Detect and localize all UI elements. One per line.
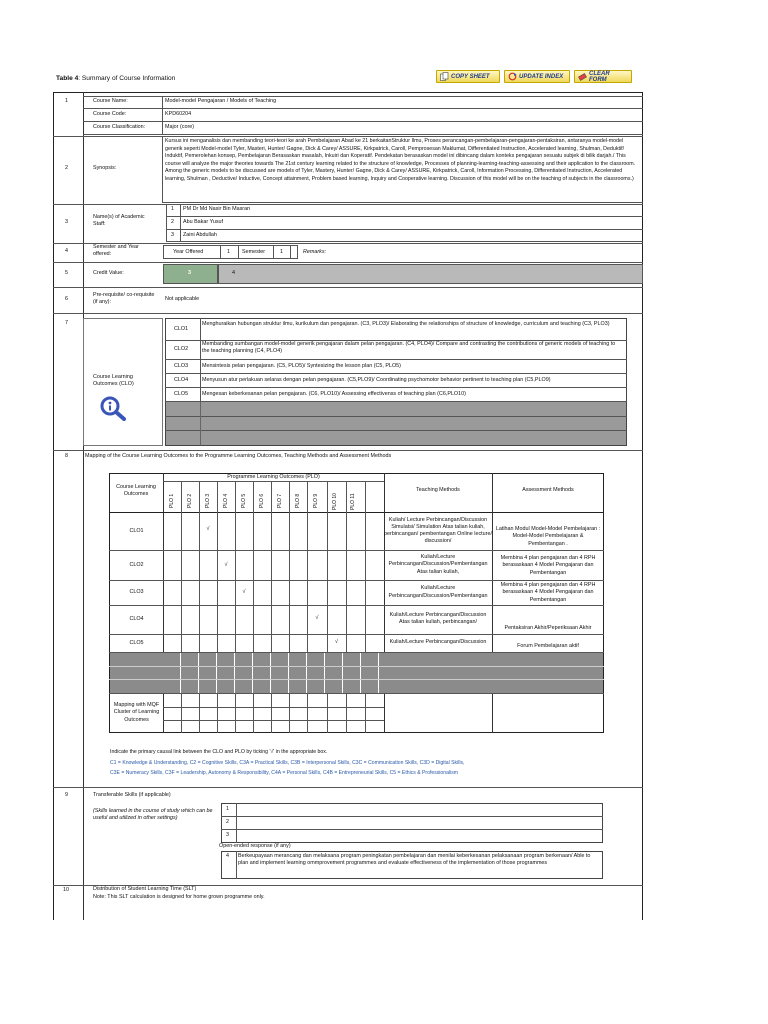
plo-col-label: PLO 2: [187, 493, 193, 508]
eraser-icon: [578, 72, 587, 81]
teaching-method[interactable]: Kuliah/Lecture Perbincangan/Discussion/Pembentangan Atas talian kuliah,: [388, 554, 488, 575]
mapping-note: Indicate the primary causal link between the CLO and PLO by ticking '√' in the appropriate box.: [110, 749, 328, 755]
course-name-label: Course Name:: [93, 98, 128, 104]
plo-col-label: PLO 10: [332, 493, 338, 510]
course-classification-label: Course Classification:: [93, 124, 146, 130]
course-code-label: Course Code:: [93, 111, 127, 117]
slt-title: Distribution of Student Learning Time (SLT): [93, 886, 197, 892]
clo-text[interactable]: Mensintesis pelan pengajaran. (C5, PLO5)/ Syntesizing the lesson plan (C5, PLO5): [202, 363, 401, 369]
row-number: 10: [63, 887, 69, 893]
synopsis-label: Synopsis:: [93, 165, 117, 171]
transferable-skill-input[interactable]: [238, 804, 602, 816]
plo-header: Programme Learning Outcomes (PLO): [227, 474, 320, 480]
course-classification-value[interactable]: Major (core): [165, 124, 195, 130]
update-index-button[interactable]: UPDATE INDEX: [504, 70, 570, 83]
year-offered-label: Year Offered: [173, 249, 204, 255]
row-number: 7: [65, 320, 68, 326]
clo-code: CLO2: [174, 346, 189, 352]
mapping-clo-label: CLO2: [129, 561, 144, 568]
plo-col-label: PLO 9: [313, 493, 319, 508]
staff-name[interactable]: Abu Bakar Yusuf: [183, 219, 224, 225]
teaching-methods-header: Teaching Methods: [416, 487, 460, 494]
plo-checkmark[interactable]: √: [206, 526, 210, 533]
staff-name[interactable]: Zaini Abdullah: [183, 232, 217, 238]
plo-col-label: PLO 8: [295, 493, 301, 508]
assessment-method[interactable]: Membina 4 plan pengajaran dan 4 RPH berasaskaan 4 Model Pengajaran dan Pembentangan: [500, 555, 596, 576]
mqf-legend-line2: C3E = Numeracy Skills, C3F = Leadership, Autonomy & Responsibility, C4A = Personal Skills, C4B = Entrepreneurial Skills, C5 = Ethics & Professionalism: [110, 770, 458, 776]
plo-checkmark[interactable]: √: [315, 615, 319, 622]
remarks-label: Remarks:: [303, 249, 327, 255]
magnifier-icon: [99, 395, 129, 421]
plo-col-label: PLO 7: [277, 493, 283, 508]
plo-col-label: PLO 4: [223, 493, 229, 508]
mapping-clo-label: CLO1: [129, 527, 144, 534]
slt-note: Note: This SLT calculation is designed for home grown programme only.: [93, 894, 265, 900]
copy-icon: [440, 72, 449, 81]
prerequisite-value[interactable]: Not applicable: [165, 296, 200, 302]
row-number: 2: [65, 165, 68, 171]
assessment-methods-header: Assessment Methods: [522, 487, 574, 494]
teaching-method[interactable]: Kuliah/Lecture Perbincangan/Discussion/Pembentangan: [388, 585, 488, 599]
assessment-method[interactable]: Latihan Modul Model-Model Pembelajaran : Model-Model Pembelajaran & Pembentangan .: [495, 526, 601, 547]
plo-col-label: PLO 3: [205, 493, 211, 508]
clo-label: Course Learning Outcomes (CLO): [93, 374, 134, 388]
plo-col-label: PLO 1: [169, 493, 175, 508]
credit-value-label: Credit Value:: [93, 270, 124, 276]
row-number: 3: [65, 219, 68, 225]
mqf-mapping-label: Mapping with MQF Cluster of Learning Outcomes: [113, 702, 160, 723]
course-code-value[interactable]: KPD60204: [165, 111, 192, 117]
plo-col-label: PLO 11: [350, 493, 356, 510]
clo-header: Course Learning Outcomes: [116, 483, 156, 497]
semester-value[interactable]: 1: [280, 249, 283, 255]
mqf-legend-line1: C1 = Knowledge & Understanding, C2 = Cognitive Skills, C3A = Practical Skills, C3B = Interpersonal Skills, C3C = Communication Skills, C3D = Digital Skills,: [110, 760, 465, 766]
row-number: 6: [65, 296, 68, 302]
academic-staff-label: Name(s) of Academic Staff:: [93, 214, 145, 228]
clear-form-button[interactable]: CLEAR FORM: [574, 70, 632, 83]
open-ended-response[interactable]: Berkeupayaan merancang dan melaksana program peningkatan pembelajaran dan menilai keberkesanan pelaksanaan program berkenaan/ Able to plan and implement learning ommprovement programmes and evaluate effectiveness of the implementation of those programmes: [238, 853, 591, 867]
clo-code: CLO1: [174, 326, 189, 332]
clo-text[interactable]: Membanding sumbangan model-model generik pengajaran dalam pelan pengajaran. (C4, PLO4)/ Compare and contrasting the contributions of generic models of teaching to the teaching planning (C4, PLO4): [202, 341, 616, 355]
open-ended-label: Open-ended response (if any): [219, 843, 291, 849]
row-number: 1: [65, 98, 68, 104]
table-title: Table 4: Summary of Course Information: [56, 75, 176, 82]
staff-name[interactable]: PM Dr Md Nasir Bin Masran: [183, 206, 251, 212]
transferable-skills-label: Transferable Skills (if applicable): [93, 792, 171, 798]
teaching-method[interactable]: Kuliah/ Lecture Perbincangan/Discussion Simulatsi/ Simulation Atas talian kuliah, perbincangan/ pembentangan Online lecture/ discussion/: [384, 516, 492, 545]
clo-text[interactable]: Mengesan keberkesanan pelan pengajaran. (C6, PLO10)/ Assessing effectivenss of teaching plan (C6,PLO10): [202, 391, 466, 397]
row-number: 5: [65, 270, 68, 276]
plo-checkmark[interactable]: √: [224, 562, 228, 569]
credit-value-2[interactable]: 4: [232, 270, 235, 276]
teaching-method[interactable]: Kuliah/Lecture Perbincangan/Discussion Atas talian kuliah, perbincangan/: [389, 611, 487, 625]
mapping-clo-label: CLO3: [129, 589, 144, 596]
course-info-sheet: Table 4: Summary of Course Information COPY SHEET UPDATE INDEX CLEAR FORM 1 2 3 4 5 6 7 8 9 10 Course Name: Model-model Pengajaran / Models of Teaching Course Code: KPD60204 Course Classification: Major (core) Synopsis: Kursus ini menganalisis dan membanding teori-teori ke arah Pembelajaran Abad ke 21 berkaitanStruktur Ilmu, Proses perancangan-pembelajaran-pengajaran-pentaksiran, antaranya model-model generik seperti Model-model Tyler, Masteri, Hunter/ Gagne, Dick & Carey/ ASSURE, Kirkpatrick, Caroll, Pemprosesan Maklumat, Differentiated Instruction, Accelerated learning, Shulman, Deduktif/ Induktif, Pemerolehan konsep, Pembelajaran Berasaskan masalah, Inkuiri dan Koperatif. Pendekatan berasaskan model ini dibincang dalam konteks pengajaran sesuatu subjek di bilik darjah./ This course will analyze the major theories towards The 21st century learning related to the structure of knowledge, Processes of planning-learning-teaching-assessing and their application to the classroom. Among the generic models to be discussed are models of Tyler, Mastery, Hunter/ Gagne, Dick & Carey/ ASSURE, Kirkpatrick, Caroll, Information Processing, Differentiated Instruction, Accelerated learning, Shulman , Deductive/ Inductive, Concept attainment, Problem based learning, Inquiry and Cooperative learning. Discussion of this model will be on the teaching of subjects in the classrooms.) Name(s) of Academic Staff: 1 PM Dr Md Nasir Bin Masran 2 Abu Bakar Yusuf 3 Zaini Abdullah Semester and Year offered: Year Offered 1 Semester 1 Remarks: Credit Value: 3 4 Pre-requisite/ co-requisite (if any): Not applicable Course Learning Outcomes (CLO) CLO1 Menghuraikan hubungan struktur ilmu, kurikulum dan pengajaran. (C3, PLO3)/ Elaborating the relationships of structure of knowledge, curriculum and teaching (C3, PLO3) CLO2 Membanding sumbangan model-model generik pengajaran dalam pelan pengajaran. (C4, PLO4)/ Compare and contrasting the contributions of generic models of teaching to the teaching planning (C4, PLO4) CLO3 Mensintesis pelan pengajaran. (C5, PLO5)/ Syntesizing the lesson plan (C5, PLO5) CLO4 Menyusun atur perlakuan selaras dengan pelan pengajaran. (C5,PLO9)/ Coordinating psychomotor behavior pertinent to teaching plan (C5,PLO9) CLO5 Mengesan keberkesanan pelan pengajaran. (C6, PLO10)/ Assessing effectivenss of teaching plan (C6,PLO10) Mapping of the Course Learning Outcomes to the Programme Learning Outcomes, Teaching Methods and Assessment Methods Course Learning Outcomes Programme Learning Outcomes (PLO) Teaching Methods Assessment Methods PLO 1 PLO 2 PLO 3 PLO 4 PLO 5 PLO 6 PLO 7 PLO 8 PLO 9 PLO 10 PLO 11 CLO1 CLO2 CLO3 CLO4 CLO5 √ √ √ √ √ Kuliah/ Lecture Perbincangan/Discussion Simulatsi/ Simulation Atas talian kuliah, perbincangan/ pembentangan Online lecture/ discussion/ Kuliah/Lecture Perbincangan/Discussion/Pembentangan Atas talian kuliah, Kuliah/Lecture Perbincangan/Discussion/Pembentangan Kuliah/Lecture Perbincangan/Discussion Atas talian kuliah, perbincangan/ Kuliah/Lecture Perbincangan/Discussion Latihan Modul Model-Model Pembelajaran : Model-Model Pembelajaran & Pembentangan . Membina 4 plan pengajaran dan 4 RPH berasaskaan 4 Model Pengajaran dan Pembentangan Membina 4 plan pengajaran dan 4 RPH berasaskaan 4 Model Pengajaran dan Pembentangan Pentaksiran Akhir/Peperiksaan Akhir Forum Pembelajaran aktif Mapping with MQF Cluster of Learning Outcomes Indicate the primary causal link between the CLO and PLO by ticking '√' in the appropriate box. C1 = Knowledge & Understanding, C2 = Cognitive Skills, C3A = Practical Skills, C3B = Interpersonal Skills, C3C = Communication Skills, C3D = Digital Skills, C3E = Numeracy Skills, C3F = Leadership, Autonomy & Responsibility, C4A = Personal Skills, C4B = Entrepreneurial Skills, C5 = Ethics & Professionalism Transferable Skills (if applicable) (Skills learned in the course of study which can be useful and utilized in other settings) 1 2 3 Open-ended response (if any) 4 Berkeupayaan merancang dan melaksana program peningkatan pembelajaran dan menilai keberkesanan pelaksanaan program berkenaan/ Able to plan and implement learning ommprovement programmes and evaluate effectiveness of the implementation of those programmes Distribution of Student Learning Time (SLT) Note: This SLT calculation is designed for home grown programme only.: [0, 0, 768, 1024]
course-name-value[interactable]: Model-model Pengajaran / Models of Teaching: [165, 98, 277, 104]
clo-code: CLO4: [174, 377, 189, 383]
plo-col-label: PLO 5: [241, 493, 247, 508]
mapping-clo-label: CLO4: [129, 616, 144, 623]
plo-col-label: PLO 6: [259, 493, 265, 508]
refresh-icon: [508, 72, 517, 81]
mapping-title: Mapping of the Course Learning Outcomes to the Programme Learning Outcomes, Teaching Methods and Assessment Methods: [85, 453, 392, 459]
plo-checkmark[interactable]: √: [242, 589, 246, 596]
row-number: 4: [65, 248, 68, 254]
clo-code: CLO5: [174, 391, 189, 397]
assessment-method[interactable]: Pentaksiran Akhir/Peperiksaan Akhir: [504, 625, 592, 632]
row-number: 9: [65, 792, 68, 798]
copy-sheet-button[interactable]: COPY SHEET: [436, 70, 500, 83]
clo-text[interactable]: Menghuraikan hubungan struktur ilmu, kurikulum dan pengajaran. (C3, PLO3)/ Elaborating the relationships of structure of knowledge, curriculum and teaching (C3, PLO3): [202, 321, 610, 327]
plo-checkmark[interactable]: √: [335, 639, 338, 646]
synopsis-text[interactable]: Kursus ini menganalisis dan membanding teori-teori ke arah Pembelajaran Abad ke 21 berkaitanStruktur Ilmu, Proses perancangan-pembelajaran-pengajaran-pentaksiran, antaranya model-model generik seperti Model-model Tyler, Masteri, Hunter/ Gagne, Dick & Carey/ ASSURE, Kirkpatrick, Caroll, Pemprosesan Maklumat, Differentiated Instruction, Accelerated learning, Shulman, Deduktif/ Induktif, Pemerolehan konsep, Pembelajaran Berasaskan masalah, Inkuiri dan Koperatif. Pendekatan berasaskan model ini dibincang dalam konteks pengajaran sesuatu subjek di bilik darjah./ This course will analyze the major theories towards The 21st century learning related to the structure of knowledge, Processes of planning-learning-teaching-assessing and their application to the classroom. Among the generic models to be discussed are models of Tyler, Mastery, Hunter/ Gagne, Dick & Carey/ ASSURE, Kirkpatrick, Caroll, Information Processing, Differentiated Instruction, Accelerated learning, Shulman , Deductive/ Inductive, Concept attainment, Problem based learning, Inquiry and Cooperative learning. Discussion of this model will be on the teaching of subjects in the classrooms.): [165, 138, 636, 182]
semester-year-label: Semester and Year offered:: [93, 244, 139, 258]
prerequisite-label: Pre-requisite/ co-requisite (if any):: [93, 292, 155, 306]
year-offered-value[interactable]: 1: [227, 249, 230, 255]
semester-label: Semester: [242, 249, 266, 255]
row-number: 8: [65, 453, 68, 459]
transferable-skills-note: (Skills learned in the course of study which can be useful and utilized in other settings): [93, 808, 213, 822]
mapping-clo-label: CLO5: [129, 639, 144, 646]
teaching-method[interactable]: Kuliah/Lecture Perbincangan/Discussion: [389, 639, 487, 646]
clo-code: CLO3: [174, 363, 189, 369]
transferable-skill-input[interactable]: [238, 817, 602, 829]
credit-value-1[interactable]: 3: [188, 270, 191, 276]
transferable-skill-input[interactable]: [238, 830, 602, 842]
assessment-method[interactable]: Forum Pembelajaran aktif: [517, 643, 579, 650]
assessment-method[interactable]: Membina 4 plan pengajaran dan 4 RPH berasaskaan 4 Model Pengajaran dan Pembentangan: [500, 582, 596, 603]
clo-text[interactable]: Menyusun atur perlakuan selaras dengan pelan pengajaran. (C5,PLO9)/ Coordinating psychomotor behavior pertinent to teaching plan (C5,PLO9): [202, 377, 551, 383]
